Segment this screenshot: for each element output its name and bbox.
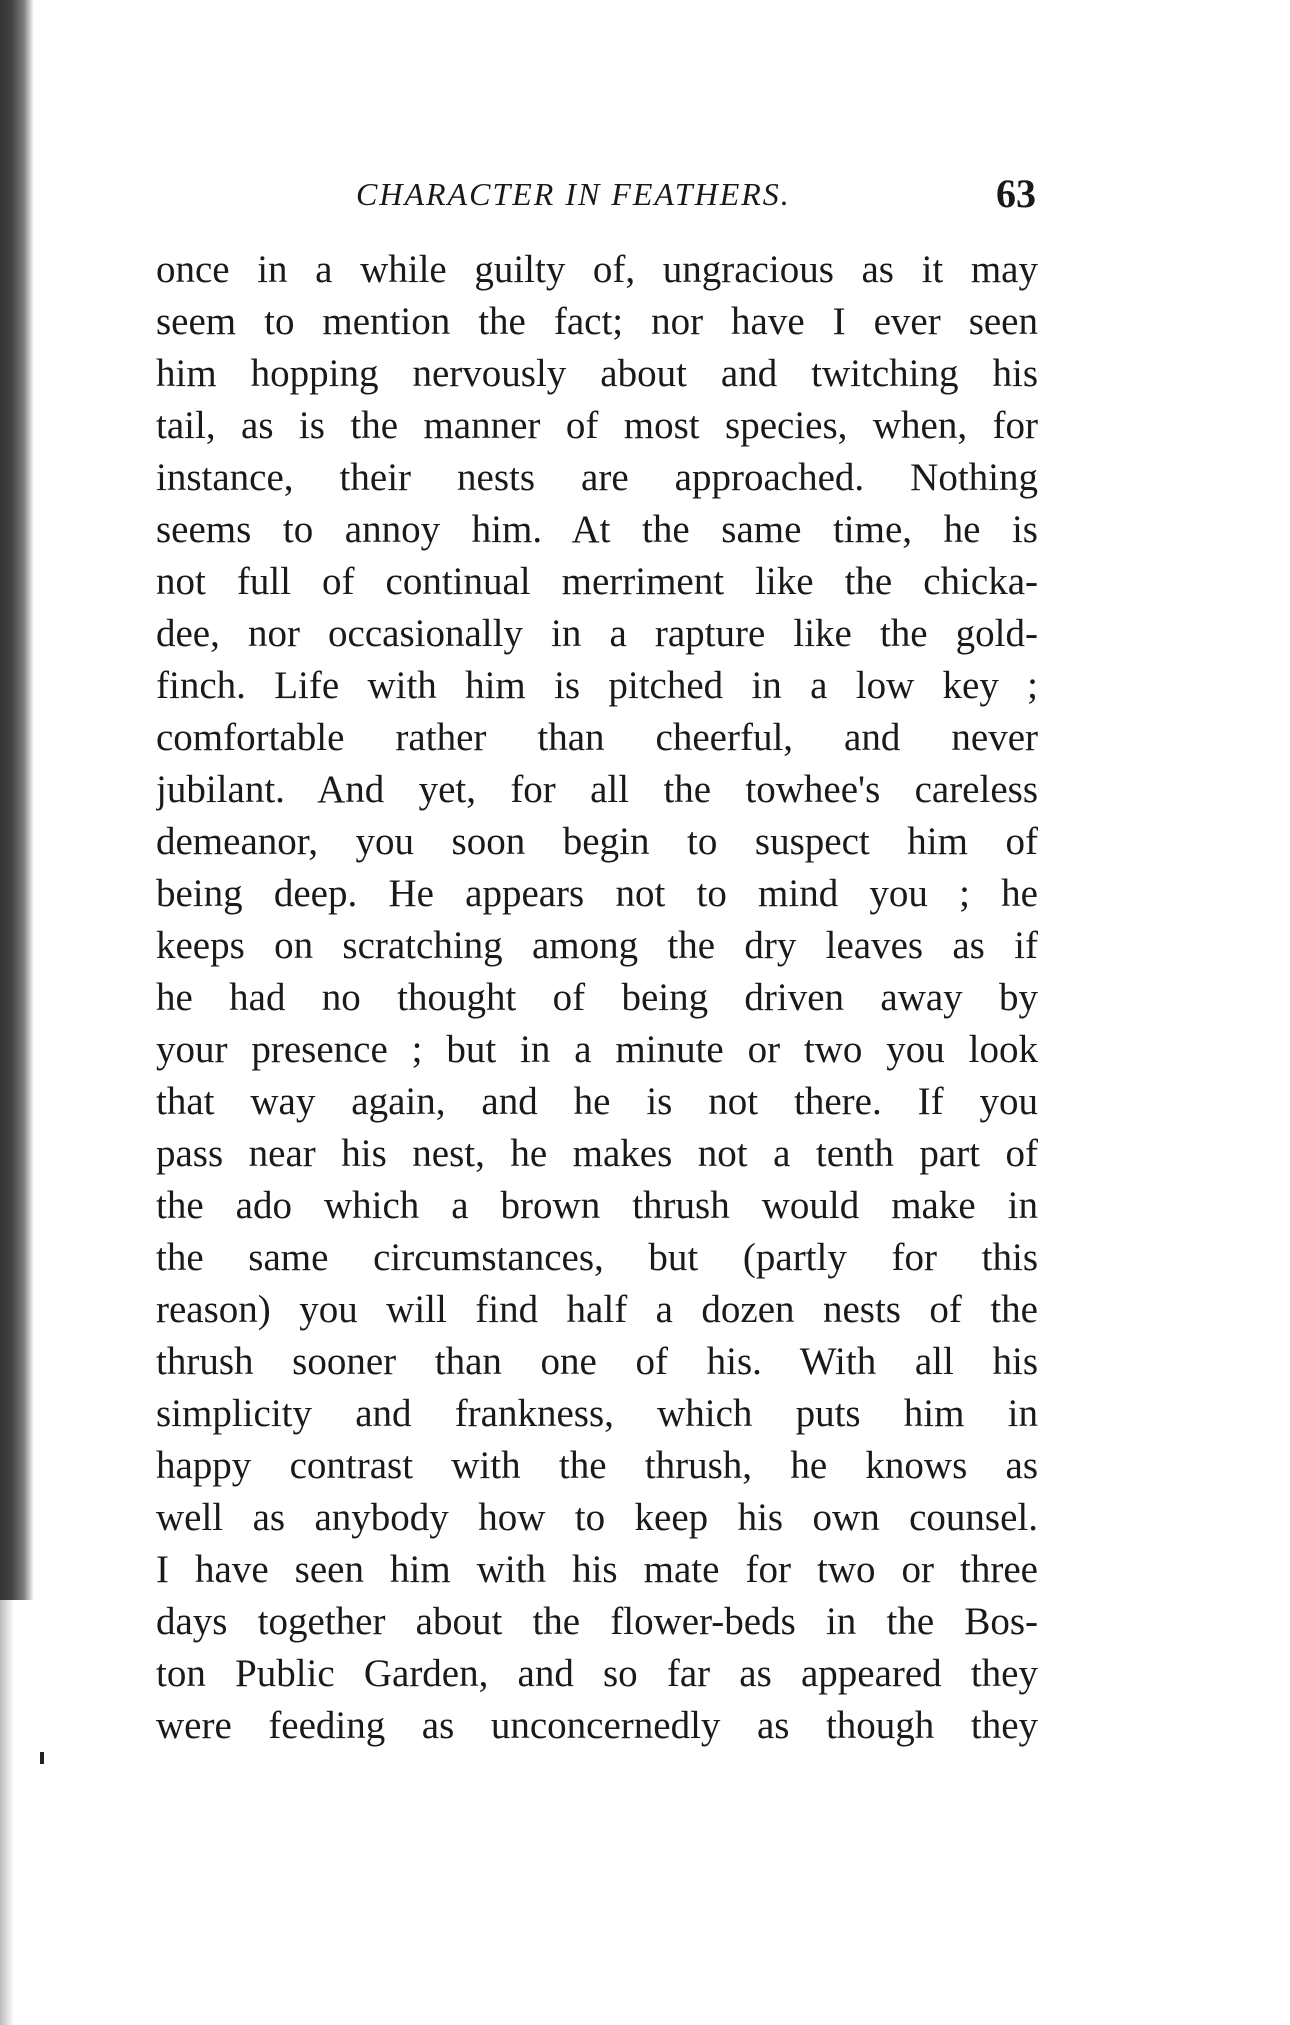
binding-edge-shadow-lower: [0, 1600, 14, 2025]
running-head: CHARACTER IN FEATHERS.: [356, 176, 791, 212]
text-line: tail, as is the manner of most species, when, for: [156, 404, 1038, 447]
text-line: your presence ; but in a minute or two you look: [156, 1028, 1038, 1071]
text-line: simplicity and frankness, which puts him in: [156, 1392, 1038, 1435]
text-line: finch. Life with him is pitched in a low key ;: [156, 664, 1038, 707]
text-line: pass near his nest, he makes not a tenth part of: [156, 1132, 1038, 1175]
text-line: once in a while guilty of, ungracious as it may: [156, 248, 1038, 291]
text-line: dee, nor occasionally in a rapture like the gold-: [156, 612, 1038, 655]
page-number: 63: [996, 171, 1036, 216]
text-line: him hopping nervously about and twitching his: [156, 352, 1038, 395]
text-line: keeps on scratching among the dry leaves as if: [156, 924, 1038, 967]
text-line: comfortable rather than cheerful, and never: [156, 716, 1038, 759]
text-line: jubilant. And yet, for all the towhee's careless: [156, 768, 1038, 811]
body-text: [156, 244, 1038, 1752]
text-line: thrush sooner than one of his. With all his: [156, 1340, 1038, 1383]
text-line: I have seen him with his mate for two or three: [156, 1548, 1038, 1591]
text-line: well as anybody how to keep his own counsel.: [156, 1496, 1038, 1539]
text-line: seems to annoy him. At the same time, he is: [156, 508, 1038, 551]
text-line: days together about the flower-beds in the Bos-: [156, 1600, 1038, 1643]
text-line: that way again, and he is not there. If you: [156, 1080, 1038, 1123]
text-line: seem to mention the fact; nor have I ever seen: [156, 300, 1038, 343]
text-line: not full of continual merriment like the chicka-: [156, 560, 1038, 603]
text-line: instance, their nests are approached. Nothing: [156, 456, 1038, 499]
text-line: happy contrast with the thrush, he knows as: [156, 1444, 1038, 1487]
text-line: reason) you will find half a dozen nests of the: [156, 1288, 1038, 1331]
text-line: the same circumstances, but (partly for this: [156, 1236, 1038, 1279]
text-line: being deep. He appears not to mind you ; he: [156, 872, 1038, 915]
text-line: ton Public Garden, and so far as appeared they: [156, 1652, 1038, 1695]
text-line: the ado which a brown thrush would make in: [156, 1184, 1038, 1227]
text-line: demeanor, you soon begin to suspect him of: [156, 820, 1038, 863]
text-line: were feeding as unconcernedly as though they: [156, 1704, 1038, 1747]
text-line: he had no thought of being driven away by: [156, 976, 1038, 1019]
stray-ink-mark: [40, 1752, 44, 1764]
binding-edge-shadow: [0, 0, 34, 1600]
page-header: [156, 170, 1036, 220]
